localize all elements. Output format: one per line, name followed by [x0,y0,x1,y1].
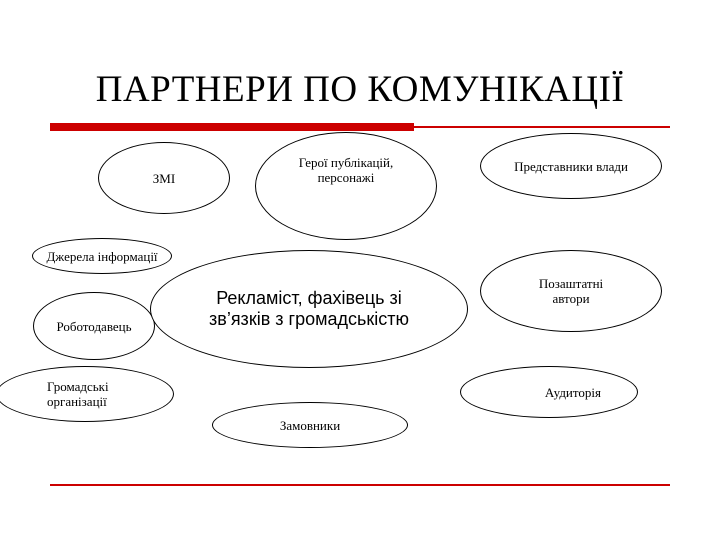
node-freelance [480,250,662,332]
node-public-orgs-label: Громадські організації [47,379,109,409]
node-center-label: Рекламіст, фахівець зі зв’язків з громадськістю [209,288,409,329]
page-title: ПАРТНЕРИ ПО КОМУНІКАЦІЇ [95,69,625,110]
footer-line [50,484,670,486]
node-freelance-label: Позаштатні автори [538,276,604,306]
node-zmi [98,142,230,214]
node-audience-label: Аудиторія [544,384,601,400]
node-sources [32,238,172,274]
node-customers-label: Замовники [279,417,341,433]
node-employer [33,292,155,360]
node-public-orgs [0,366,174,422]
node-heroes [255,132,437,240]
node-sources-label: Джерела інформації [46,248,158,264]
node-authorities-label: Представники влади [514,158,628,174]
node-employer-label: Роботодавець [56,318,132,334]
title-underline [414,126,670,128]
node-audience [460,366,638,418]
node-zmi-label: ЗМІ [152,170,176,186]
title-accent-bar [50,123,414,131]
node-heroes-label: Герої публікацій, персонажі [298,155,394,185]
node-authorities [480,133,662,199]
node-customers [212,402,408,448]
node-center [150,250,468,368]
